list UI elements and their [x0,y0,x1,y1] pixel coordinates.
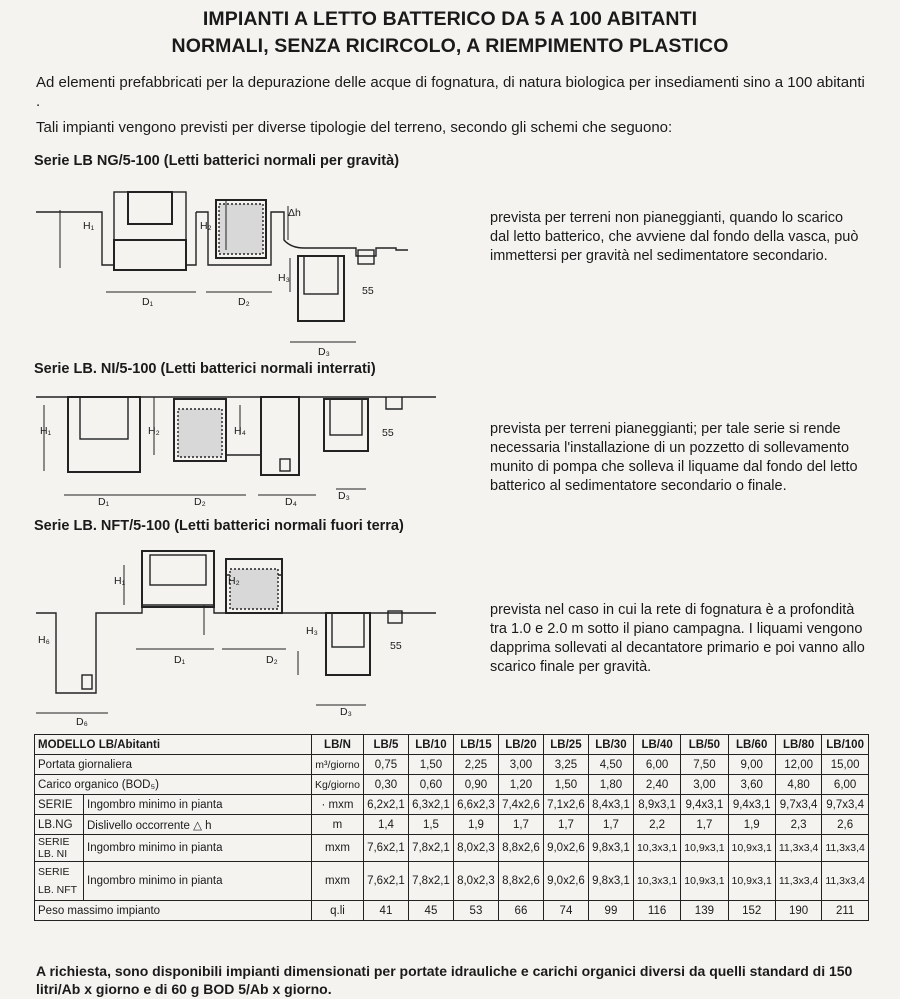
label-nft-h3: H₃ [306,625,318,637]
cell: 1,9 [728,815,775,835]
series-label-line: SERIE [38,866,70,878]
label-ni-h1: H₁ [40,425,52,437]
label-d1: D₁ [142,296,154,308]
cell: 10,9x3,1 [681,835,728,862]
intro-paragraph: Ad elementi prefabbricati per la depurazione delle acque di fognatura, di natura biologica per insediamenti sino a 100 abitanti . [36,74,865,110]
cell: 8,9x3,1 [633,795,680,815]
header-cell: LB/30 [588,735,633,755]
row-label: Ingombro minimo in pianta [84,835,312,862]
cell: 9,4x3,1 [728,795,775,815]
label-ni-h2: H₂ [148,425,160,437]
series-label-line: SERIE [38,836,70,848]
header-cell: LB/25 [543,735,588,755]
header-cell: LB/100 [822,735,869,755]
cell: 7,50 [681,755,728,775]
cell: 2,6 [822,815,869,835]
header-cell: LB/80 [775,735,822,755]
series-label-line: LB. NFT [38,884,78,896]
cell: 1,7 [543,815,588,835]
series-label [35,862,84,901]
label-d2: D₂ [238,296,250,308]
label-h2: H₂ [200,220,212,232]
cell: 10,9x3,1 [728,835,775,862]
row-label: Dislivello occorrente △ h [84,815,312,835]
cell: 9,00 [728,755,775,775]
row-label: Ingombro minimo in pianta [84,862,312,901]
cell: 10,9x3,1 [728,862,775,901]
series-label-line: LB. NI [38,848,68,860]
header-cell: LB/20 [498,735,543,755]
cell: 3,00 [498,755,543,775]
label-nft-h2: H₂ [228,575,240,587]
cell: 74 [543,901,588,921]
title-line-1: IMPIANTI A LETTO BATTERICO DA 5 A 100 ABITANTI [202,8,698,30]
cell: 53 [453,901,498,921]
row-label: Carico organico (BOD₅) [35,775,312,795]
cell: 8,8x2,6 [498,835,543,862]
label-nft-h1: H₁ [114,575,126,587]
footer-note: A richiesta, sono disponibili impianti dimensionati per portate idrauliche e carichi organici diversi da quelli standard di 150 litri/Ab x giorno e di 60 g BOD 5/Ab x giorno. [36,963,853,997]
header-cell: LB/40 [633,735,680,755]
row-unit: q.li [312,901,364,921]
cell: 116 [633,901,680,921]
table-row [35,862,869,901]
header-cell: MODELLO LB/Abitanti [35,735,312,755]
table-row [35,901,869,921]
cell: 4,50 [588,755,633,775]
section-desc-ni: prevista per terreni pianeggianti; per tale serie si rende necessaria l'installazione di un pozzetto di sollevamento munito di pompa che solleva il liquame dal fondo del letto batterico al sedimentatore secondario o finale. [490,421,858,494]
label-dh: Δh [288,207,301,219]
section-title-ng: Serie LB NG/5-100 (Letti batterici normali per gravità) [34,153,400,169]
header-cell: LB/50 [681,735,728,755]
cell: 8,4x3,1 [588,795,633,815]
cell: 139 [681,901,728,921]
section-title-nft: Serie LB. NFT/5-100 (Letti batterici normali fuori terra) [34,518,404,534]
cell: 0,75 [363,755,408,775]
cell: 6,00 [633,755,680,775]
cell: 2,3 [775,815,822,835]
cell: 9,7x3,4 [775,795,822,815]
diagram-ng [36,180,456,355]
title-line-2: NORMALI, SENZA RICIRCOLO, A RIEMPIMENTO PLASTICO [171,35,729,57]
cell: 8,8x2,6 [498,862,543,901]
cell: 4,80 [775,775,822,795]
cell: 9,0x2,6 [543,835,588,862]
label-d3: D₃ [318,346,330,358]
label-nft-d1: D₁ [174,654,186,666]
label-55: 55 [362,285,374,297]
label-h3: H₃ [278,272,290,284]
row-unit: m [312,815,364,835]
header-cell: LB/5 [363,735,408,755]
cell: 9,8x3,1 [588,835,633,862]
label-nft-55: 55 [390,640,402,652]
cell: 0,90 [453,775,498,795]
row-unit: · mxm [312,795,364,815]
row-unit: mxm [312,862,364,901]
cell: 6,3x2,1 [408,795,453,815]
cell: 7,1x2,6 [543,795,588,815]
label-nft-d2: D₂ [266,654,278,666]
header-cell: LB/60 [728,735,775,755]
cell: 1,50 [408,755,453,775]
cell: 0,60 [408,775,453,795]
label-ni-d1: D₁ [98,496,110,508]
cell: 11,3x3,4 [822,862,869,901]
table-header-row [35,735,869,755]
cell: 45 [408,901,453,921]
label-ni-d3: D₃ [338,490,350,502]
cell: 1,20 [498,775,543,795]
row-label: Ingombro minimo in pianta [84,795,312,815]
cell: 1,7 [498,815,543,835]
section-desc-nft: prevista nel caso in cui la rete di fognatura è a profondità tra 1.0 e 2.0 m sotto il piano campagna. I liquami vengono dapprima sollevati al decantatore primario e poi vanno allo scarico finale per gravità. [490,602,865,675]
header-cell: LB/10 [408,735,453,755]
cell: 152 [728,901,775,921]
table-row [35,775,869,795]
label-nft-h6: H₆ [38,634,50,646]
label-h1: H₁ [83,220,95,232]
row-unit: Kg/giorno [312,775,364,795]
cell: 0,30 [363,775,408,795]
table-row [35,755,869,775]
cell: 1,9 [453,815,498,835]
cell: 7,6x2,1 [363,862,408,901]
cell: 1,80 [588,775,633,795]
cell: 9,4x3,1 [681,795,728,815]
cell: 15,00 [822,755,869,775]
cell: 10,3x3,1 [633,835,680,862]
cell: 10,3x3,1 [633,862,680,901]
label-nft-d6: D₆ [76,716,88,728]
cell: 8,0x2,3 [453,835,498,862]
cell: 12,00 [775,755,822,775]
section-desc-ng: prevista per terreni non pianeggianti, quando lo scarico dal letto batterico, che avviene dal fondo della vasca, può immettersi per gravità nel sedimentatore secondario. [490,210,859,264]
cell: 2,40 [633,775,680,795]
cell: 9,8x3,1 [588,862,633,901]
cell: 11,3x3,4 [822,835,869,862]
cell: 6,6x2,3 [453,795,498,815]
label-ni-d2: D₂ [194,496,206,508]
row-label: Portata giornaliera [35,755,312,775]
cell: 66 [498,901,543,921]
cell: 1,7 [681,815,728,835]
cell: 190 [775,901,822,921]
cell: 211 [822,901,869,921]
cell: 9,7x3,4 [822,795,869,815]
cell: 2,2 [633,815,680,835]
cell: 3,60 [728,775,775,795]
cell: 99 [588,901,633,921]
cell: 3,25 [543,755,588,775]
cell: 7,6x2,1 [363,835,408,862]
label-ni-h4: H₄ [234,425,246,437]
models-table [34,734,869,921]
series-label: LB.NG [35,815,84,835]
cell: 1,50 [543,775,588,795]
label-ni-d4: D₄ [285,496,297,508]
row-unit: mxm [312,835,364,862]
cell: 1,5 [408,815,453,835]
cell: 1,7 [588,815,633,835]
cell: 6,2x2,1 [363,795,408,815]
table-row [35,795,869,815]
section-title-ni: Serie LB. NI/5-100 (Letti batterici normali interrati) [34,361,376,377]
cell: 11,3x3,4 [775,862,822,901]
cell: 7,8x2,1 [408,835,453,862]
header-cell: LB/N [312,735,364,755]
cell: 3,00 [681,775,728,795]
cell: 6,00 [822,775,869,795]
cell: 11,3x3,4 [775,835,822,862]
row-label: Peso massimo impianto [35,901,312,921]
cell: 41 [363,901,408,921]
table-row [35,815,869,835]
cell: 7,8x2,1 [408,862,453,901]
header-cell: LB/15 [453,735,498,755]
table-row [35,835,869,862]
cell: 1,4 [363,815,408,835]
cell: 2,25 [453,755,498,775]
cell: 9,0x2,6 [543,862,588,901]
label-nft-d3: D₃ [340,706,352,718]
label-ni-55: 55 [382,427,394,439]
series-label: SERIE [35,795,84,815]
cell: 7,4x2,6 [498,795,543,815]
row-unit: m³/giorno [312,755,364,775]
series-label [35,835,84,862]
intro-paragraph-2: Tali impianti vengono previsti per diverse tipologie del terreno, secondo gli schemi che seguono: [36,119,673,136]
cell: 10,9x3,1 [681,862,728,901]
cell: 8,0x2,3 [453,862,498,901]
diagram-nft [36,545,456,730]
